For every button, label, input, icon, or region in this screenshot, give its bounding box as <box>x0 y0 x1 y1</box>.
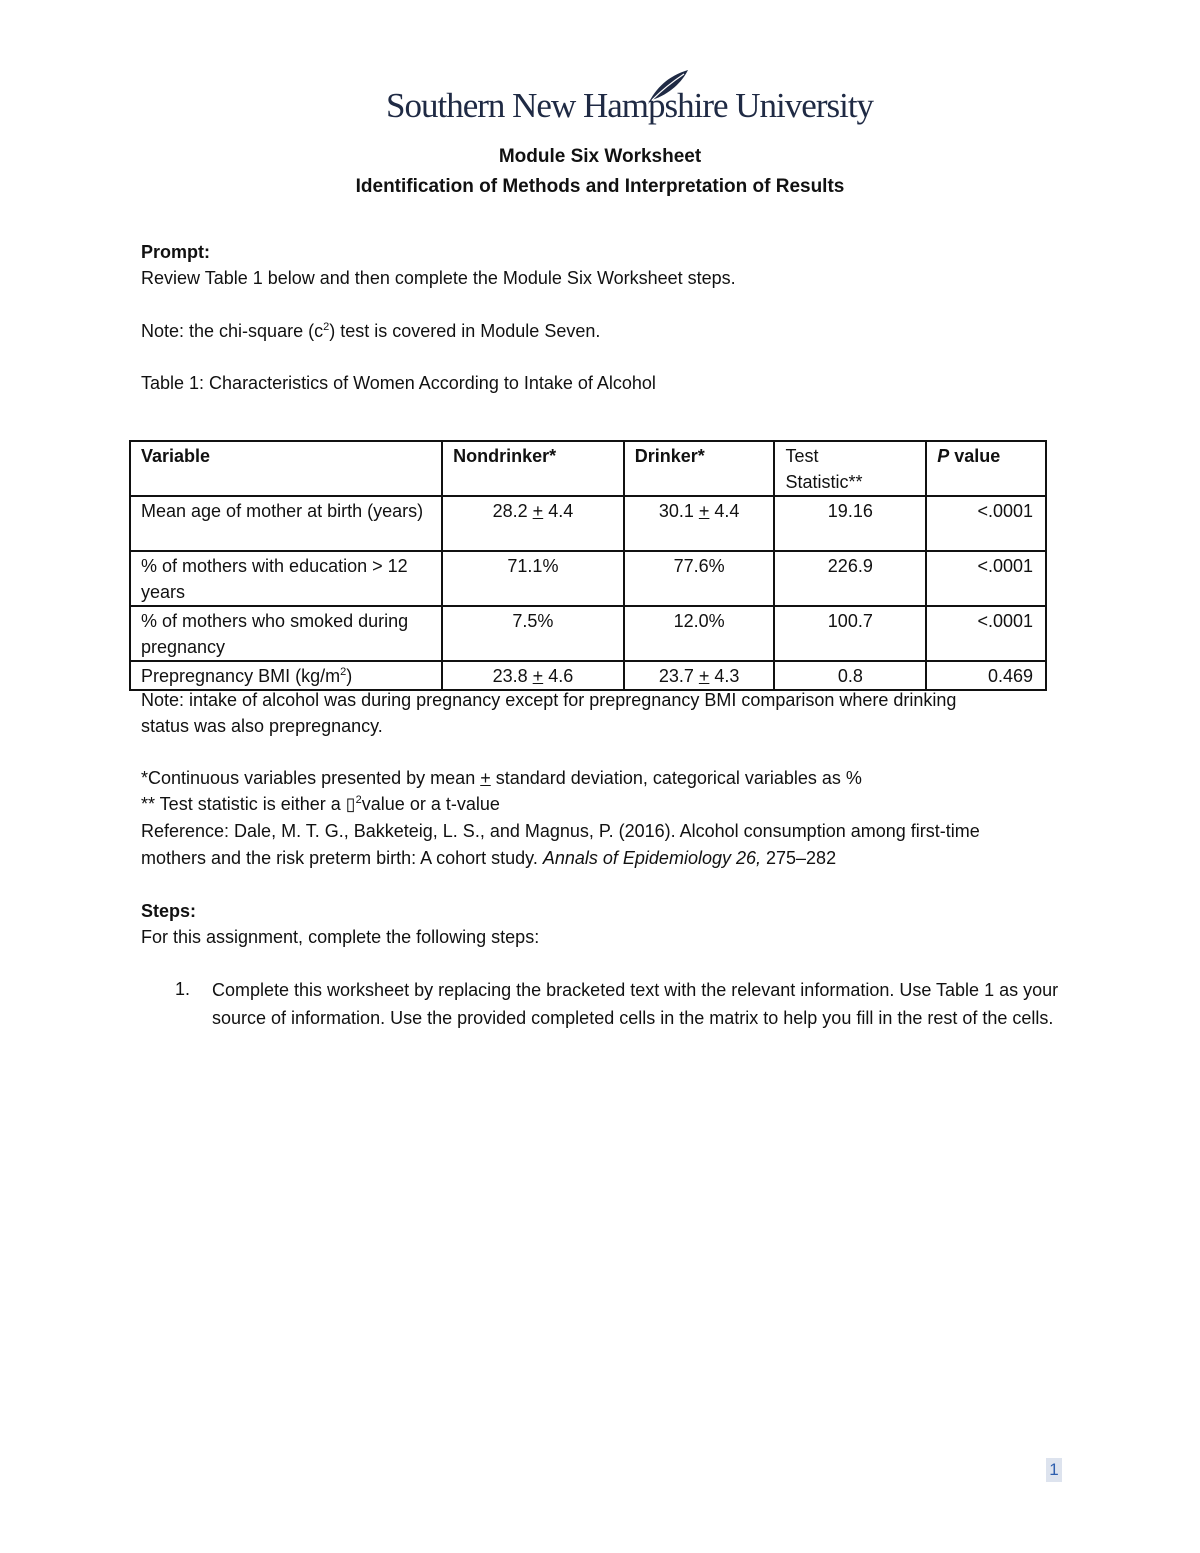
footnote-test-statistic <box>141 791 500 818</box>
prompt-label: Prompt: <box>141 242 210 262</box>
cell-drinker <box>624 661 775 690</box>
table-note-line1: Note: intake of alcohol was during pregnancy except for prepregnancy BMI comparison where drinking <box>141 690 957 710</box>
page-number: 1 <box>1046 1458 1062 1482</box>
table-row <box>130 606 1046 661</box>
cell-value: 4.3 <box>709 666 740 686</box>
list-item-number: 1. <box>175 979 191 999</box>
table-row <box>130 551 1046 606</box>
characteristics-table <box>129 440 1047 691</box>
cell-drinker: 77.6% <box>624 551 775 606</box>
reference-line2 <box>141 845 836 872</box>
header-test-line1: Test <box>785 446 819 466</box>
footnote-superscript: 2 <box>355 794 362 806</box>
steps-intro: For this assignment, complete the following steps: <box>141 927 540 947</box>
header-drinker: Drinker* <box>624 441 775 496</box>
cell-test-statistic: 226.9 <box>774 551 926 606</box>
plus-minus-sign: + <box>532 666 544 686</box>
plus-minus-sign: + <box>698 666 710 686</box>
cell-drinker <box>624 496 775 551</box>
header-test-statistic <box>774 441 926 496</box>
plus-minus-sign: + <box>532 501 544 521</box>
cell-p-value: <.0001 <box>926 606 1046 661</box>
footnote-text: standard deviation, categorical variables as % <box>490 768 862 788</box>
cell-test-statistic: 0.8 <box>774 661 926 690</box>
table-header-row <box>130 441 1046 496</box>
cell-text: Prepregnancy BMI (kg/m <box>141 666 341 686</box>
table-row <box>130 496 1046 551</box>
footnote-text: *Continuous variables presented by mean <box>141 768 481 788</box>
list-item: Complete this worksheet by replacing the bracketed text with the relevant information. Use Table 1 as your source of information. Use the provided completed cells in the matrix to help you fill in the rest of the cells. <box>212 980 1059 1028</box>
cell-value: 23.7 <box>658 666 699 686</box>
cell-value: 4.4 <box>543 501 574 521</box>
cell-variable: % of mothers with education > 12 years <box>130 551 442 606</box>
note-text-after: ) test is covered in Module Seven. <box>329 321 601 341</box>
logo-wordmark: Southern New Hampshire University <box>386 86 874 125</box>
cell-variable <box>130 661 442 690</box>
header-p-rest: value <box>949 446 1001 466</box>
cell-nondrinker: 7.5% <box>442 606 624 661</box>
table-note-line2: status was also prepregnancy. <box>141 716 383 736</box>
cell-nondrinker <box>442 661 624 690</box>
cell-value: 30.1 <box>658 501 699 521</box>
cell-value: 4.6 <box>543 666 574 686</box>
cell-test-statistic: 100.7 <box>774 606 926 661</box>
plus-minus-sign: + <box>480 768 491 788</box>
header-test-line2: Statistic** <box>785 472 863 492</box>
reference-line1: Reference: Dale, M. T. G., Bakketeig, L. S., and Magnus, P. (2016). Alcohol consumption among first-time <box>141 821 980 841</box>
worksheet-subtitle: Identification of Methods and Interpretation of Results <box>355 176 845 197</box>
reference-text: mothers and the risk preterm birth: A cohort study. <box>141 848 543 868</box>
cell-variable: Mean age of mother at birth (years) <box>130 496 442 551</box>
plus-minus-sign: + <box>698 501 710 521</box>
header-p-value <box>926 441 1046 496</box>
footnote-continuous <box>141 765 862 792</box>
journal-name: Annals of Epidemiology 26, <box>542 848 761 868</box>
header-p-italic: P <box>937 446 950 466</box>
table-row <box>130 661 1046 690</box>
cell-text: ) <box>346 666 353 686</box>
cell-value: 28.2 <box>492 501 533 521</box>
note-text-before: Note: the chi-square (c <box>141 321 324 341</box>
table-caption: Table 1: Characteristics of Women According to Intake of Alcohol <box>141 373 656 393</box>
cell-p-value: <.0001 <box>926 551 1046 606</box>
cell-p-value: 0.469 <box>926 661 1046 690</box>
steps-label: Steps: <box>141 901 197 921</box>
header-nondrinker: Nondrinker* <box>442 441 624 496</box>
cell-variable: % of mothers who smoked during pregnancy <box>130 606 442 661</box>
header-variable: Variable <box>130 441 442 496</box>
cell-value: 4.4 <box>709 501 740 521</box>
cell-value: 23.8 <box>492 666 533 686</box>
reference-pages: 275–282 <box>761 848 837 868</box>
note-superscript: 2 <box>323 321 330 333</box>
cell-nondrinker <box>442 496 624 551</box>
cell-nondrinker: 71.1% <box>442 551 624 606</box>
cell-superscript: 2 <box>340 666 347 678</box>
worksheet-title: Module Six Worksheet <box>498 146 702 167</box>
prompt-text: Review Table 1 below and then complete the Module Six Worksheet steps. <box>141 268 736 288</box>
footnote-text: value or a t-value <box>361 794 500 814</box>
missing-glyph-icon: ▯ <box>345 794 356 814</box>
footnote-text: ** Test statistic is either a <box>141 794 346 814</box>
cell-test-statistic: 19.16 <box>774 496 926 551</box>
university-logo <box>386 66 874 138</box>
cell-drinker: 12.0% <box>624 606 775 661</box>
cell-p-value: <.0001 <box>926 496 1046 551</box>
chi-square-note <box>141 318 600 345</box>
